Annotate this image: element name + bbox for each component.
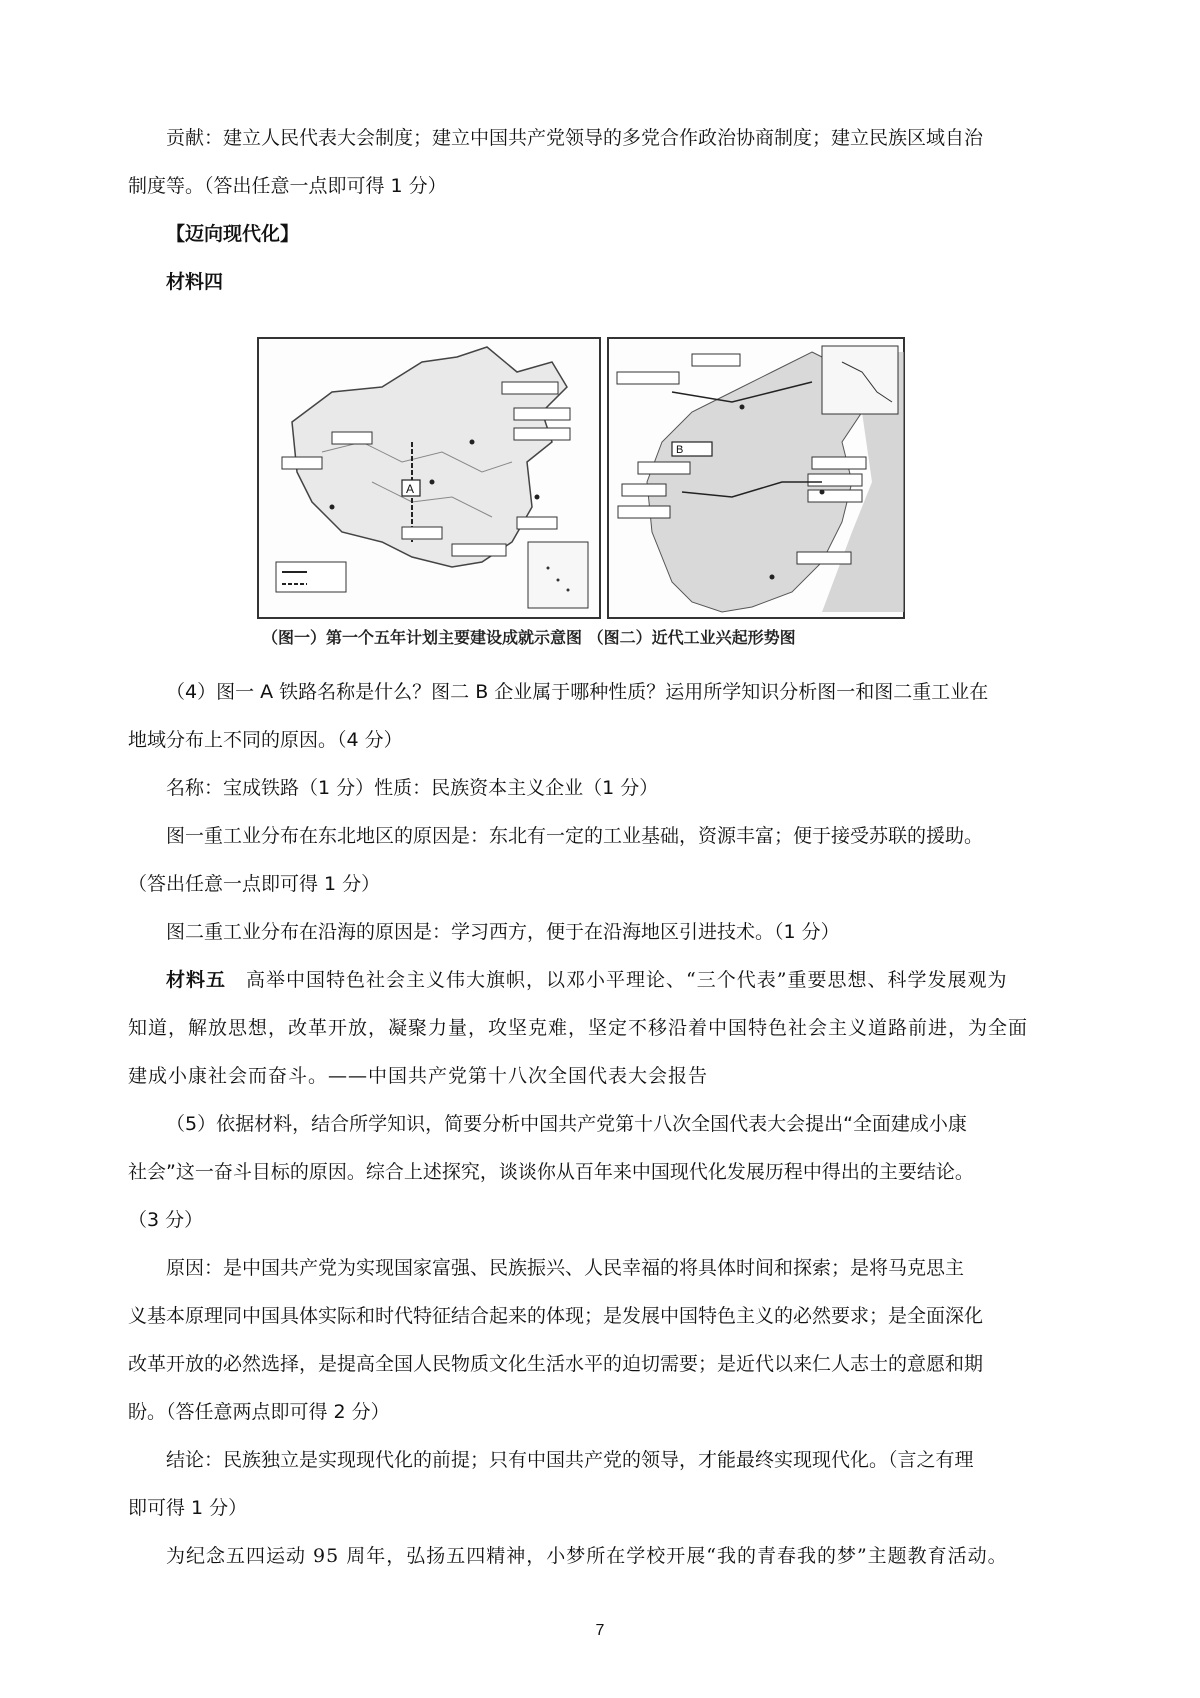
figure-one-reason-line-1: 图一重工业分布在东北地区的原因是：东北有一定的工业基础，资源丰富；便于接受苏联的援助。 [166,825,984,847]
marker-b: B [676,444,684,456]
question-four-line-1: （4）图一 A 铁路名称是什么？图二 B 企业属于哪种性质？运用所学知识分析图一和图二重工业在 [166,681,989,703]
material-five-label: 材料五 [166,969,227,991]
map-two-inset [822,346,898,414]
question-four-line-2: 地域分布上不同的原因。（4 分） [128,729,403,751]
question-five-line-1: （5）依据材料，结合所学知识，简要分析中国共产党第十八次全国代表大会提出“全面建成小康 [166,1113,967,1135]
marker-a: A [406,482,415,496]
material-five-line-1 [128,956,1088,1004]
page-number: 7 [595,1622,605,1639]
material-five-line-2: 知道，解放思想，改革开放，凝聚力量，攻坚克难，坚定不移沿着中国特色社会主义道路前进，为全面 [128,1017,1029,1039]
reason-line-1: 原因：是中国共产党为实现国家富强、民族振兴、人民幸福的将具体时间和探索；是将马克思主 [166,1257,965,1279]
question-five-line-3: （3 分） [128,1209,204,1231]
map-one-legend [276,562,346,592]
material-five-line-3: 建成小康社会而奋斗。——中国共产党第十八次全国代表大会报告 [128,1065,709,1087]
figure-caption: （图一）第一个五年计划主要建设成就示意图 （图二）近代工业兴起形势图 [262,628,796,647]
material-four-title: 材料四 [166,271,224,293]
closing-line: 为纪念五四运动 95 周年，弘扬五四精神，小梦所在学校开展“我的青春我的梦”主题教育活动。 [166,1545,1008,1567]
map-two [608,338,904,618]
reason-line-2: 义基本原理同中国具体实际和时代特征结合起来的体现；是发展中国特色主义的必然要求；是全面深化 [128,1305,984,1327]
reason-line-4: 盼。（答任意两点即可得 2 分） [128,1401,390,1423]
south-china-sea-inset [528,542,588,608]
reason-line-3: 改革开放的必然选择，是提高全国人民物质文化生活水平的迫切需要；是近代以来仁人志士的意愿和期 [128,1353,984,1375]
section-title: 【迈向现代化】 [166,223,300,245]
question-five-line-2: 社会”这一奋斗目标的原因。综合上述探究，谈谈你从百年来中国现代化发展历程中得出的主要结论。 [128,1161,974,1183]
figure-one-reason-line-2: （答出任意一点即可得 1 分） [128,873,381,895]
answer-name-nature: 名称：宝成铁路（1 分）性质：民族资本主义企业（1 分） [166,777,659,799]
figure-two-reason: 图二重工业分布在沿海的原因是：学习西方，便于在沿海地区引进技术。（1 分） [166,921,840,943]
material-five-text-1: 高举中国特色社会主义伟大旗帜，以邓小平理论、“三个代表”重要思想、科学发展观为 [226,969,1008,991]
contribution-line-1: 贡献：建立人民代表大会制度；建立中国共产党领导的多党合作政治协商制度；建立民族区域自治 [166,127,984,149]
contribution-line-2: 制度等。（答出任意一点即可得 1 分） [128,175,447,197]
conclusion-line-1: 结论：民族独立是实现现代化的前提；只有中国共产党的领导，才能最终实现现代化。（言之有理 [166,1449,974,1471]
conclusion-line-2: 即可得 1 分） [128,1497,248,1519]
maps-figure [252,332,952,657]
map-one [258,338,600,618]
maps-figure-svg [252,332,952,657]
